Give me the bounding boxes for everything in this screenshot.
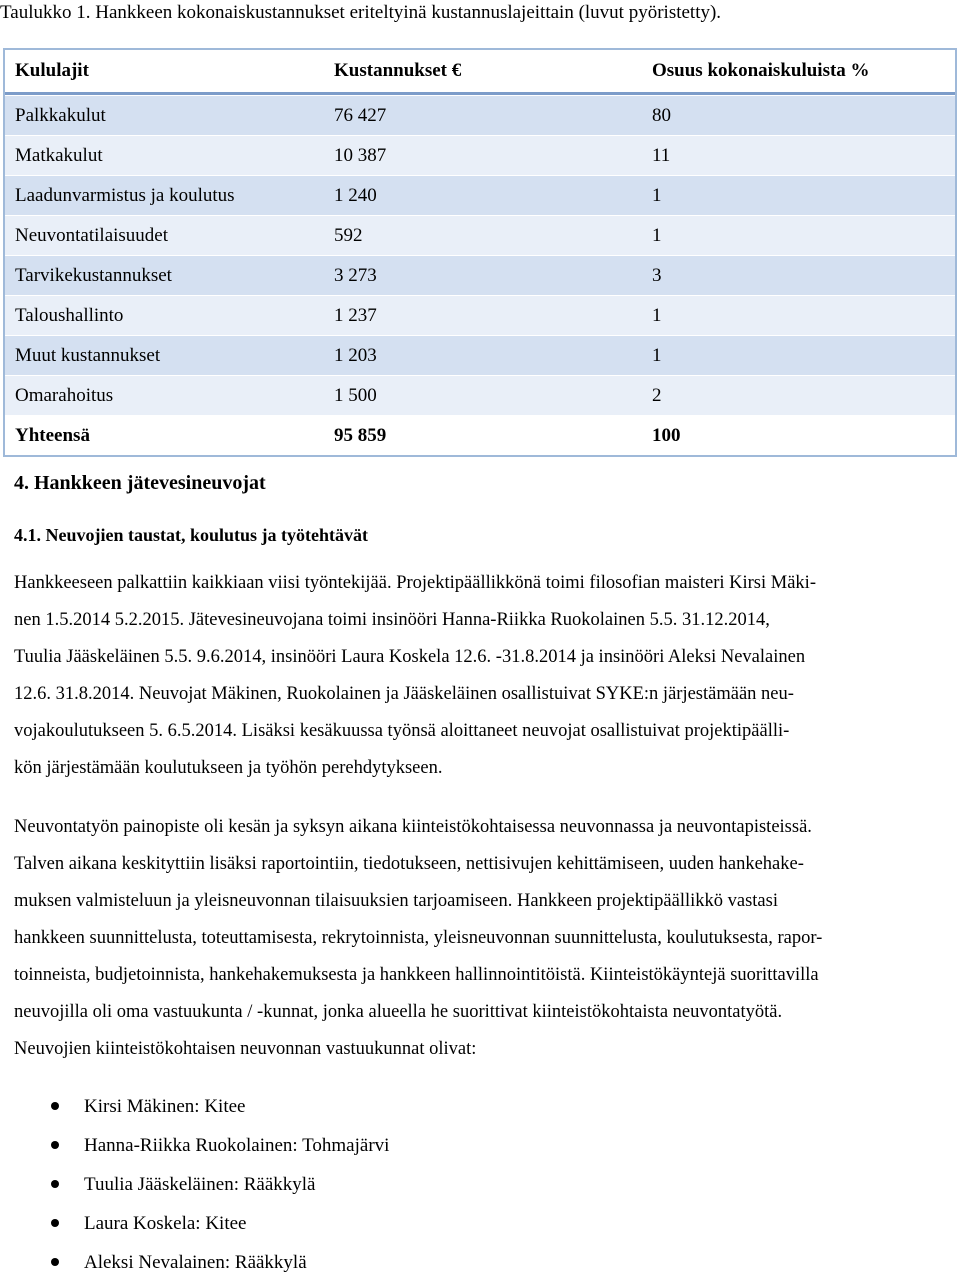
cost-type-cell: Muut kustannukset (15, 344, 161, 366)
total-label-cell: Yhteensä (15, 424, 90, 446)
list-item-text: Aleksi Nevalainen: Rääkkylä (84, 1252, 307, 1273)
section-heading: 4. Hankkeen jätevesineuvojat (14, 472, 266, 494)
list-item (0, 1204, 389, 1243)
cost-type-cell: Laadunvarmistus ja koulutus (15, 184, 235, 206)
table-total-row (5, 415, 955, 455)
text-line: Talven aikana keskityttiin lisäksi raportointiin, tiedotukseen, nettisivujen kehittämiseen, uuden hankehake- (14, 854, 804, 874)
paragraph-work (14, 809, 954, 1068)
table-row (5, 135, 955, 175)
cost-share-cell: 1 (652, 184, 662, 206)
list-item (0, 1126, 389, 1165)
cost-amount-cell: 1 237 (334, 304, 377, 326)
text-line: hankkeen suunnittelusta, toteuttamisesta, rekrytoinnista, yleisneuvonnan suunnittelusta, koulutuksesta, rapor- (14, 928, 823, 948)
cost-table (3, 48, 957, 457)
cost-type-cell: Neuvontatilaisuudet (15, 224, 169, 246)
table-row (5, 255, 955, 295)
total-amount-cell: 95 859 (334, 424, 387, 446)
table-row (5, 335, 955, 375)
text-line: Neuvojien kiinteistökohtaisen neuvonnan vastuukunnat olivat: (14, 1039, 477, 1059)
total-share-cell: 100 (652, 424, 681, 446)
cost-share-cell: 1 (652, 304, 662, 326)
list-item (0, 1165, 389, 1204)
column-header: Kululajit (15, 60, 89, 81)
subsection-heading: 4.1. Neuvojien taustat, koulutus ja työtehtävät (14, 525, 369, 545)
cost-amount-cell: 1 240 (334, 184, 377, 206)
cost-type-cell: Matkakulut (15, 144, 103, 166)
text-line: muksen valmisteluun ja yleisneuvonnan tilaisuuksien tarjoamiseen. Hankkeen projektipäällikkö vastasi (14, 891, 778, 911)
table-caption: Taulukko 1. Hankkeen kokonaiskustannukset eriteltyinä kustannuslajeittain (luvut pyöristetty). (0, 2, 722, 23)
paragraph-staff (14, 565, 954, 787)
text-line: neuvojilla oli oma vastuukunta / -kunnat, jonka alueella he suorittivat kiinteistökohtaista neuvontatyötä. (14, 1002, 783, 1022)
bullet-icon (51, 1258, 59, 1266)
cost-share-cell: 2 (652, 384, 662, 406)
bullet-icon (51, 1102, 59, 1110)
text-line: toinneista, budjetoinnista, hankehakemuksesta ja hankkeen hallinnointitöistä. Kiinteistökäyntejä suorittavilla (14, 965, 819, 985)
column-header: Kustannukset € (334, 60, 462, 81)
text-line: kön järjestämään koulutukseen ja työhön perehdytykseen. (14, 758, 443, 778)
text-line: Hankkeeseen palkattiin kaikkiaan viisi työntekijää. Projektipäällikkönä toimi filosofian maisteri Kirsi Mäki- (14, 573, 816, 593)
table-row (5, 95, 955, 135)
cost-share-cell: 3 (652, 264, 662, 286)
list-item-text: Kirsi Mäkinen: Kitee (84, 1096, 246, 1117)
list-item-text: Hanna-Riikka Ruokolainen: Tohmajärvi (84, 1135, 390, 1156)
list-item-text: Laura Koskela: Kitee (84, 1213, 247, 1234)
text-line: vojakoulutukseen 5. 6.5.2014. Lisäksi kesäkuussa työnsä aloittaneet neuvojat osallistuivat projektipäälli- (14, 721, 790, 741)
text-line: nen 1.5.2014 5.2.2015. Jätevesineuvojana toimi insinööri Hanna-Riikka Ruokolainen 5.5. 31.12.2014, (14, 610, 770, 630)
cost-amount-cell: 76 427 (334, 104, 387, 126)
cost-amount-cell: 3 273 (334, 264, 377, 286)
bullet-icon (51, 1180, 59, 1188)
table-row (5, 295, 955, 335)
cost-share-cell: 1 (652, 224, 662, 246)
responsibility-list (0, 1087, 389, 1282)
list-item (0, 1087, 389, 1126)
text-line: 12.6. 31.8.2014. Neuvojat Mäkinen, Ruokolainen ja Jääskeläinen osallistuivat SYKE:n järjestämään neu- (14, 684, 794, 704)
cost-amount-cell: 1 500 (334, 384, 377, 406)
cost-type-cell: Taloushallinto (15, 304, 124, 326)
cost-share-cell: 80 (652, 104, 671, 126)
bullet-icon (51, 1219, 59, 1227)
list-item-text: Tuulia Jääskeläinen: Rääkkylä (84, 1174, 316, 1195)
cost-share-cell: 1 (652, 344, 662, 366)
list-item (0, 1243, 389, 1282)
table-row (5, 175, 955, 215)
cost-amount-cell: 592 (334, 224, 363, 246)
table-row (5, 375, 955, 415)
cost-type-cell: Tarvikekustannukset (15, 264, 172, 286)
text-line: Tuulia Jääskeläinen 5.5. 9.6.2014, insinööri Laura Koskela 12.6. -31.8.2014 ja insinööri Aleksi Nevalainen (14, 647, 806, 667)
column-header: Osuus kokonaiskuluista % (652, 60, 870, 81)
cost-type-cell: Palkkakulut (15, 104, 106, 126)
table-header-row (5, 50, 955, 95)
cost-type-cell: Omarahoitus (15, 384, 114, 406)
bullet-icon (51, 1141, 59, 1149)
cost-amount-cell: 10 387 (334, 144, 387, 166)
table-row (5, 215, 955, 255)
cost-share-cell: 11 (652, 144, 671, 166)
cost-amount-cell: 1 203 (334, 344, 377, 366)
text-line: Neuvontatyön painopiste oli kesän ja syksyn aikana kiinteistökohtaisessa neuvonnassa ja neuvontapisteissä. (14, 817, 812, 837)
